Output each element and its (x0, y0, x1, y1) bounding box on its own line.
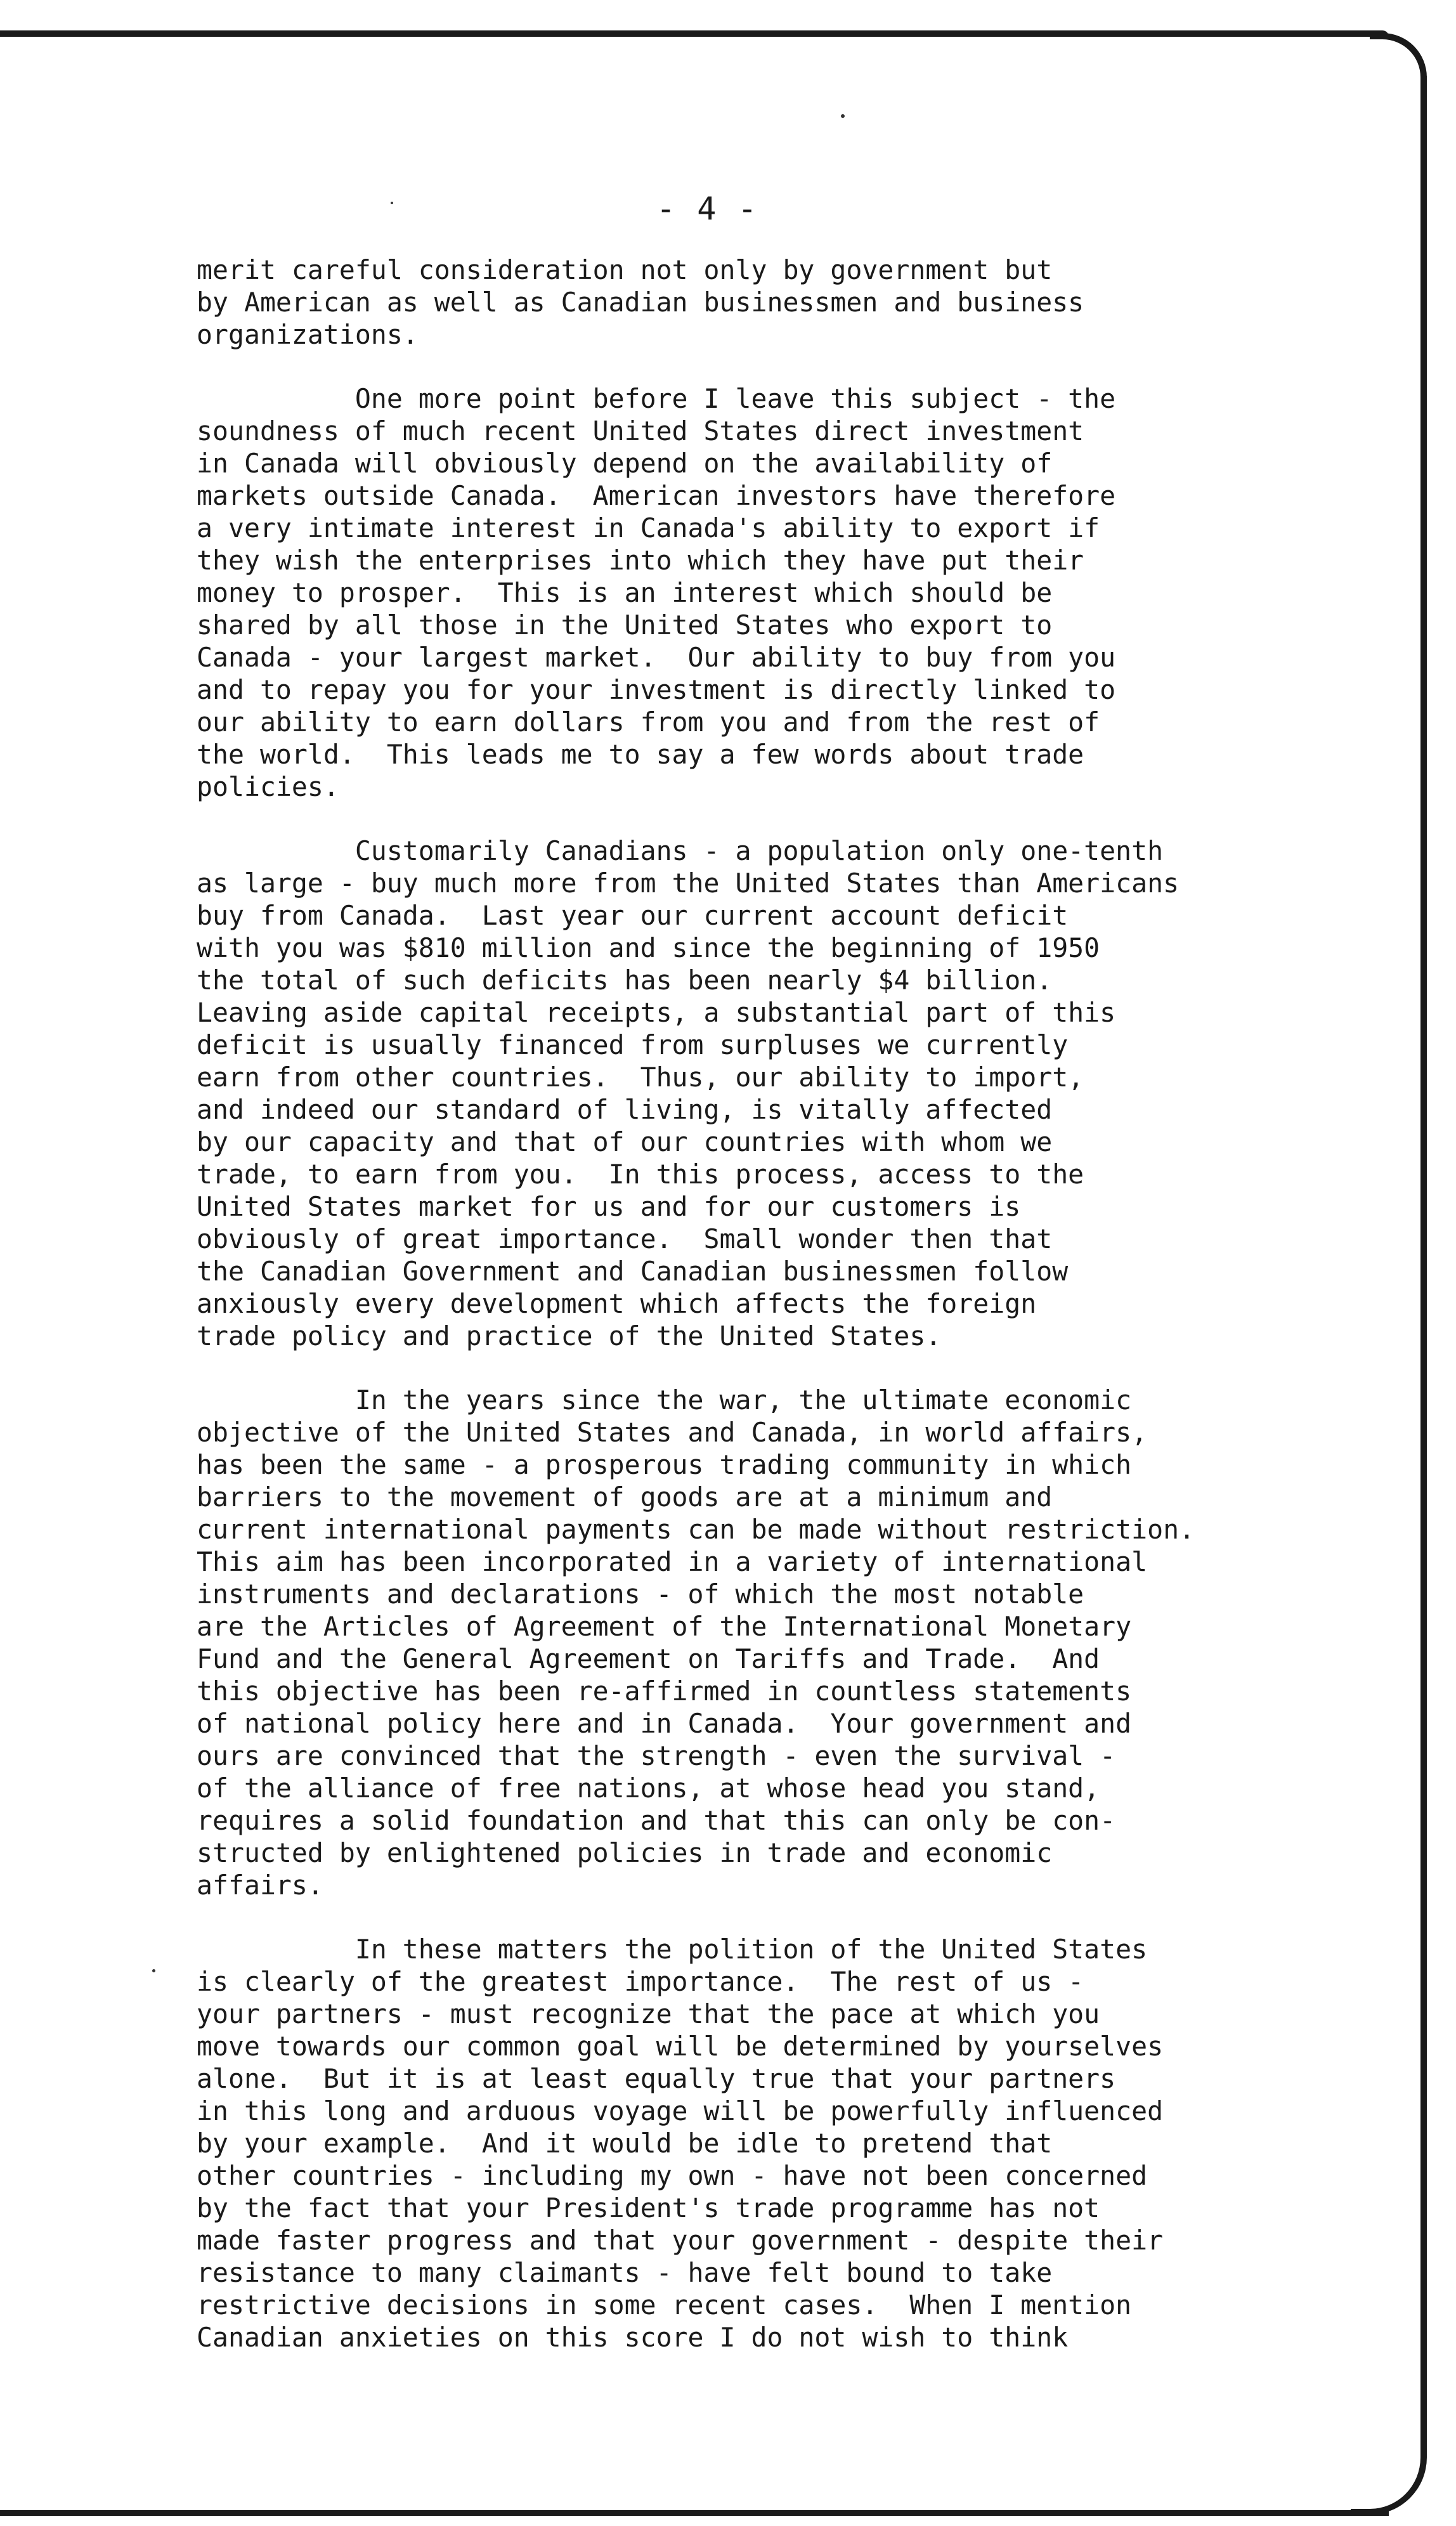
text-line: with you was $810 million and since the beginning of 1950 (197, 932, 1100, 963)
text-line: the Canadian Government and Canadian businessmen follow (197, 1256, 1069, 1287)
text-line: trade policy and practice of the United States. (197, 1320, 942, 1351)
text-line: current international payments can be made without restriction. (197, 1514, 1195, 1545)
page-border-bottom (0, 2510, 1389, 2516)
text-line: by our capacity and that of our countries with whom we (197, 1126, 1053, 1157)
text-line: soundness of much recent United States direct investment (197, 415, 1084, 446)
text-line: buy from Canada. Last year our current account deficit (197, 900, 1069, 931)
text-line: Canada - your largest market. Our ability to buy from you (197, 642, 1116, 673)
scan-speck (152, 1969, 155, 1972)
text-line: resistance to many claimants - have felt bound to take (197, 2257, 1053, 2288)
paragraph (197, 1933, 1401, 2353)
text-line: Canadian anxieties on this score I do not wish to think (197, 2322, 1069, 2353)
paragraph (197, 254, 1401, 351)
text-line: Fund and the General Agreement on Tariffs and Trade. And (197, 1643, 1100, 1674)
text-line: barriers to the movement of goods are at a minimum and (197, 1481, 1053, 1513)
text-line: the total of such deficits has been nearly $4 billion. (197, 965, 1053, 996)
page-border-right (1420, 76, 1427, 2448)
text-line: is clearly of the greatest importance. The rest of us - (197, 1966, 1084, 1997)
text-line: they wish the enterprises into which they have put their (197, 545, 1084, 576)
text-line: Leaving aside capital receipts, a substantial part of this (197, 997, 1116, 1028)
text-line: by your example. And it would be idle to pretend that (197, 2128, 1053, 2159)
text-line: as large - buy much more from the United States than Americans (197, 868, 1180, 899)
scan-speck (391, 202, 393, 204)
text-line: anxiously every development which affects the foreign (197, 1288, 1037, 1319)
text-line: restrictive decisions in some recent cases. When I mention (197, 2289, 1132, 2321)
text-line: affairs. (197, 1870, 323, 1901)
text-line: obviously of great importance. Small wonder then that (197, 1223, 1053, 1254)
text-line: move towards our common goal will be determined by yourselves (197, 2031, 1164, 2062)
text-line: has been the same - a prosperous trading community in which (197, 1449, 1132, 1480)
text-line: of national policy here and in Canada. Your government and (197, 1708, 1132, 1739)
text-line: shared by all those in the United States who export to (197, 609, 1053, 641)
text-line: by American as well as Canadian businessmen and business (197, 287, 1084, 318)
text-line: structed by enlightened policies in trade and economic (197, 1837, 1053, 1868)
text-line: made faster progress and that your government - despite their (197, 2225, 1164, 2256)
text-line: United States market for us and for our customers is (197, 1191, 1021, 1222)
text-line: In these matters the polition of the United States (197, 1934, 1148, 1965)
text-line: and indeed our standard of living, is vitally affected (197, 1094, 1053, 1125)
text-line: by the fact that your President's trade programme has not (197, 2192, 1100, 2223)
text-line: organizations. (197, 319, 419, 350)
text-line: alone. But it is at least equally true that your partners (197, 2063, 1116, 2094)
text-line: the world. This leads me to say a few words about trade (197, 739, 1084, 770)
text-line: This aim has been incorporated in a variety of international (197, 1546, 1148, 1577)
page-border-top (0, 30, 1389, 37)
text-line: ours are convinced that the strength - even the survival - (197, 1740, 1116, 1771)
text-line: One more point before I leave this subject - the (197, 383, 1116, 414)
text-line: and to repay you for your investment is directly linked to (197, 674, 1116, 705)
text-line: Customarily Canadians - a population only one-tenth (197, 835, 1164, 866)
document-body (197, 254, 1401, 2385)
text-line: objective of the United States and Canada, in world affairs, (197, 1417, 1148, 1448)
paragraph (197, 1384, 1401, 1901)
text-line: other countries - including my own - have not been concerned (197, 2160, 1148, 2191)
text-line: markets outside Canada. American investors have therefore (197, 480, 1116, 511)
text-line: policies. (197, 771, 339, 802)
text-line: of the alliance of free nations, at whose head you stand, (197, 1773, 1100, 1804)
text-line: your partners - must recognize that the pace at which you (197, 1998, 1100, 2029)
page-border-corner-bottom-right (1351, 2429, 1427, 2515)
paragraph (197, 835, 1401, 1352)
scan-speck (841, 114, 845, 118)
text-line: merit careful consideration not only by government but (197, 254, 1053, 285)
text-line: money to prosper. This is an interest which should be (197, 577, 1053, 608)
text-line: in this long and arduous voyage will be powerfully influenced (197, 2095, 1164, 2126)
text-line: requires a solid foundation and that this can only be con- (197, 1805, 1116, 1836)
page-number: - 4 - (656, 190, 758, 227)
text-line: our ability to earn dollars from you and from the rest of (197, 706, 1100, 738)
text-line: in Canada will obviously depend on the availability of (197, 448, 1053, 479)
text-line: earn from other countries. Thus, our ability to import, (197, 1062, 1084, 1093)
text-line: deficit is usually financed from surpluses we currently (197, 1029, 1069, 1060)
paragraph (197, 382, 1401, 803)
text-line: are the Articles of Agreement of the International Monetary (197, 1611, 1132, 1642)
text-line: In the years since the war, the ultimate economic (197, 1384, 1132, 1416)
text-line: instruments and declarations - of which the most notable (197, 1579, 1084, 1610)
text-line: trade, to earn from you. In this process, access to the (197, 1159, 1084, 1190)
page-border-corner-top-right (1370, 33, 1427, 84)
text-line: a very intimate interest in Canada's ability to export if (197, 512, 1100, 544)
text-line: this objective has been re-affirmed in countless statements (197, 1676, 1132, 1707)
